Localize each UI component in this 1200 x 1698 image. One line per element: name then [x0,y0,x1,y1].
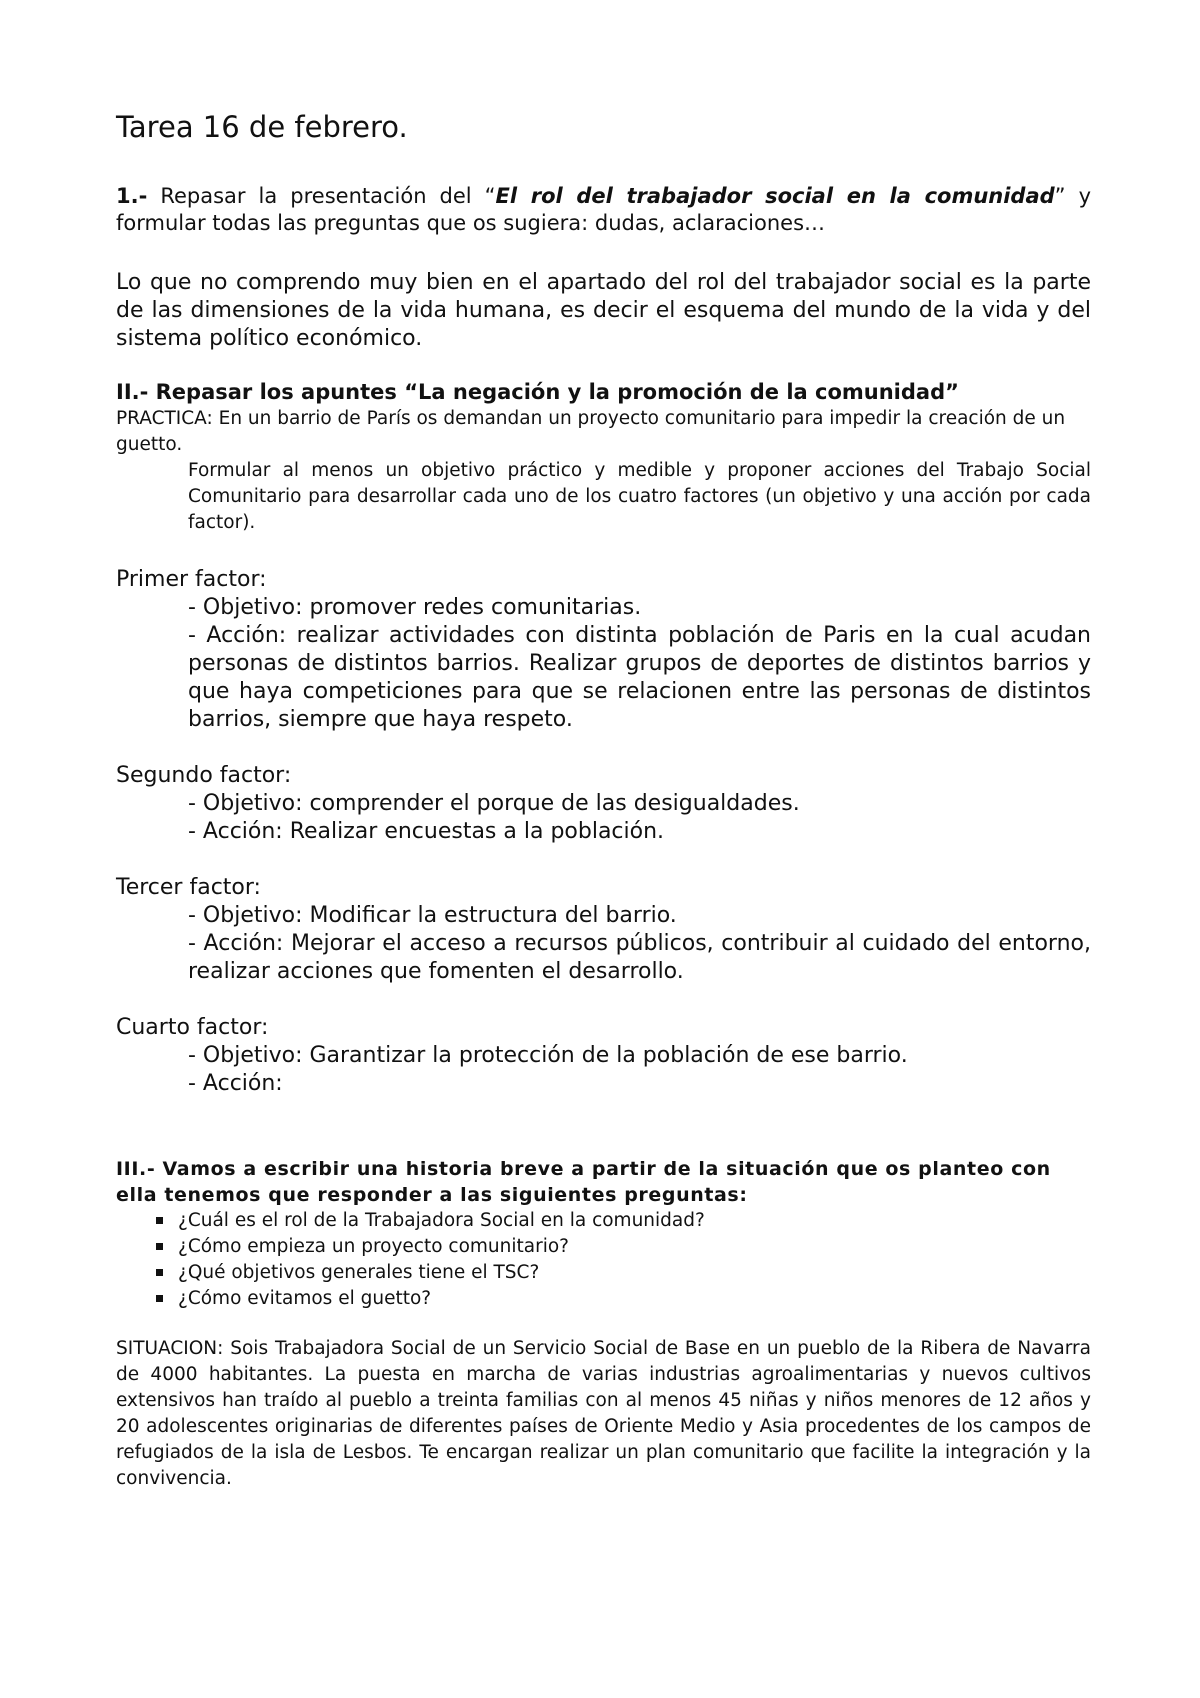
question-1-text-b: ” y formular todas las preguntas que os sugiera: dudas, aclaraciones… [116,183,1091,235]
practica-text: PRACTICA: En un barrio de París os demandan un proyecto comunitario para impedir la creación de un guetto. [116,407,1066,455]
factor-accion: - Acción: realizar actividades con distinta población de Paris en la cual acudan personas de distintos barrios. Realizar grupos de deportes de distintos barrios y que haya competiciones para que se relacionen entre las personas de distintos barrios, siempre que haya respeto. [188,622,1091,732]
question-1-number: 1.- [116,183,148,208]
question-text: ¿Cómo evitamos el guetto? [178,1287,432,1309]
list-item [156,1234,1091,1260]
practica-instruction: Formular al menos un objetivo práctico y medible y proponer acciones del Trabajo Social Comunitario para desarrollar cada uno de los cuatro factores (un objetivo y una acción por cada factor). [188,459,1091,533]
factor-objetivo: - Objetivo: promover redes comunitarias. [188,594,642,620]
list-item [156,1208,1091,1234]
list-item [156,1260,1091,1286]
question-text: ¿Cómo empieza un proyecto comunitario? [178,1235,569,1257]
factor-objetivo: - Objetivo: comprender el porque de las desigualdades. [188,790,800,816]
factor-3 [116,874,1091,986]
section-2-heading: II.- Repasar los apuntes “La negación y la promoción de la comunidad” [116,379,959,404]
question-text: ¿Qué objetivos generales tiene el TSC? [178,1261,540,1283]
square-bullet-icon [156,1217,163,1224]
factor-label: Segundo factor: [116,762,292,788]
section-3-heading: III.- Vamos a escribir una historia breve a partir de la situación que os planteo con ella tenemos que responder a las siguientes preguntas: [116,1157,1051,1206]
situacion-paragraph: SITUACION: Sois Trabajadora Social de un Servicio Social de Base en un pueblo de la Ribera de Navarra de 4000 habitantes. La puesta en marcha de varias industrias agroalimentarias y nuevos cultivos extensivos han traído al pueblo a treinta familias con al menos 45 niñas y niños menores de 12 años y 20 adolescentes originarias de diferentes países de Oriente Medio y Asia procedentes de los campos de refugiados de la isla de Lesbos. Te encargan realizar un plan comunitario que facilite la integración y la convivencia. [116,1337,1091,1489]
question-1 [116,183,1091,237]
factor-4 [116,1014,1091,1098]
factor-label: Cuarto factor: [116,1014,269,1040]
list-item [156,1286,1091,1312]
factor-accion: - Acción: [188,1070,283,1096]
square-bullet-icon [156,1295,163,1302]
question-list [116,1208,1091,1312]
factor-accion: - Acción: Realizar encuestas a la población. [188,818,665,844]
document-page [116,110,1091,1492]
factor-2 [116,762,1091,846]
question-text: ¿Cuál es el rol de la Trabajadora Social en la comunidad? [178,1209,705,1231]
factor-objetivo: - Objetivo: Garantizar la protección de la población de ese barrio. [188,1042,908,1068]
square-bullet-icon [156,1269,163,1276]
question-1-text-a: Repasar la presentación del “ [147,183,496,208]
factor-label: Primer factor: [116,566,267,592]
factor-accion: - Acción: Mejorar el acceso a recursos públicos, contribuir al cuidado del entorno, realizar acciones que fomenten el desarrollo. [188,930,1091,984]
answer-paragraph: Lo que no comprendo muy bien en el apartado del rol del trabajador social es la parte de las dimensiones de la vida humana, es decir el esquema del mundo de la vida y del sistema político económico. [116,269,1091,351]
page-title: Tarea 16 de febrero. [116,110,408,144]
question-1-presentation-title: El rol del trabajador social en la comunidad [495,183,1055,208]
factor-label: Tercer factor: [116,874,261,900]
factor-objetivo: - Objetivo: Modificar la estructura del barrio. [188,902,677,928]
factor-1 [116,566,1091,734]
square-bullet-icon [156,1243,163,1250]
